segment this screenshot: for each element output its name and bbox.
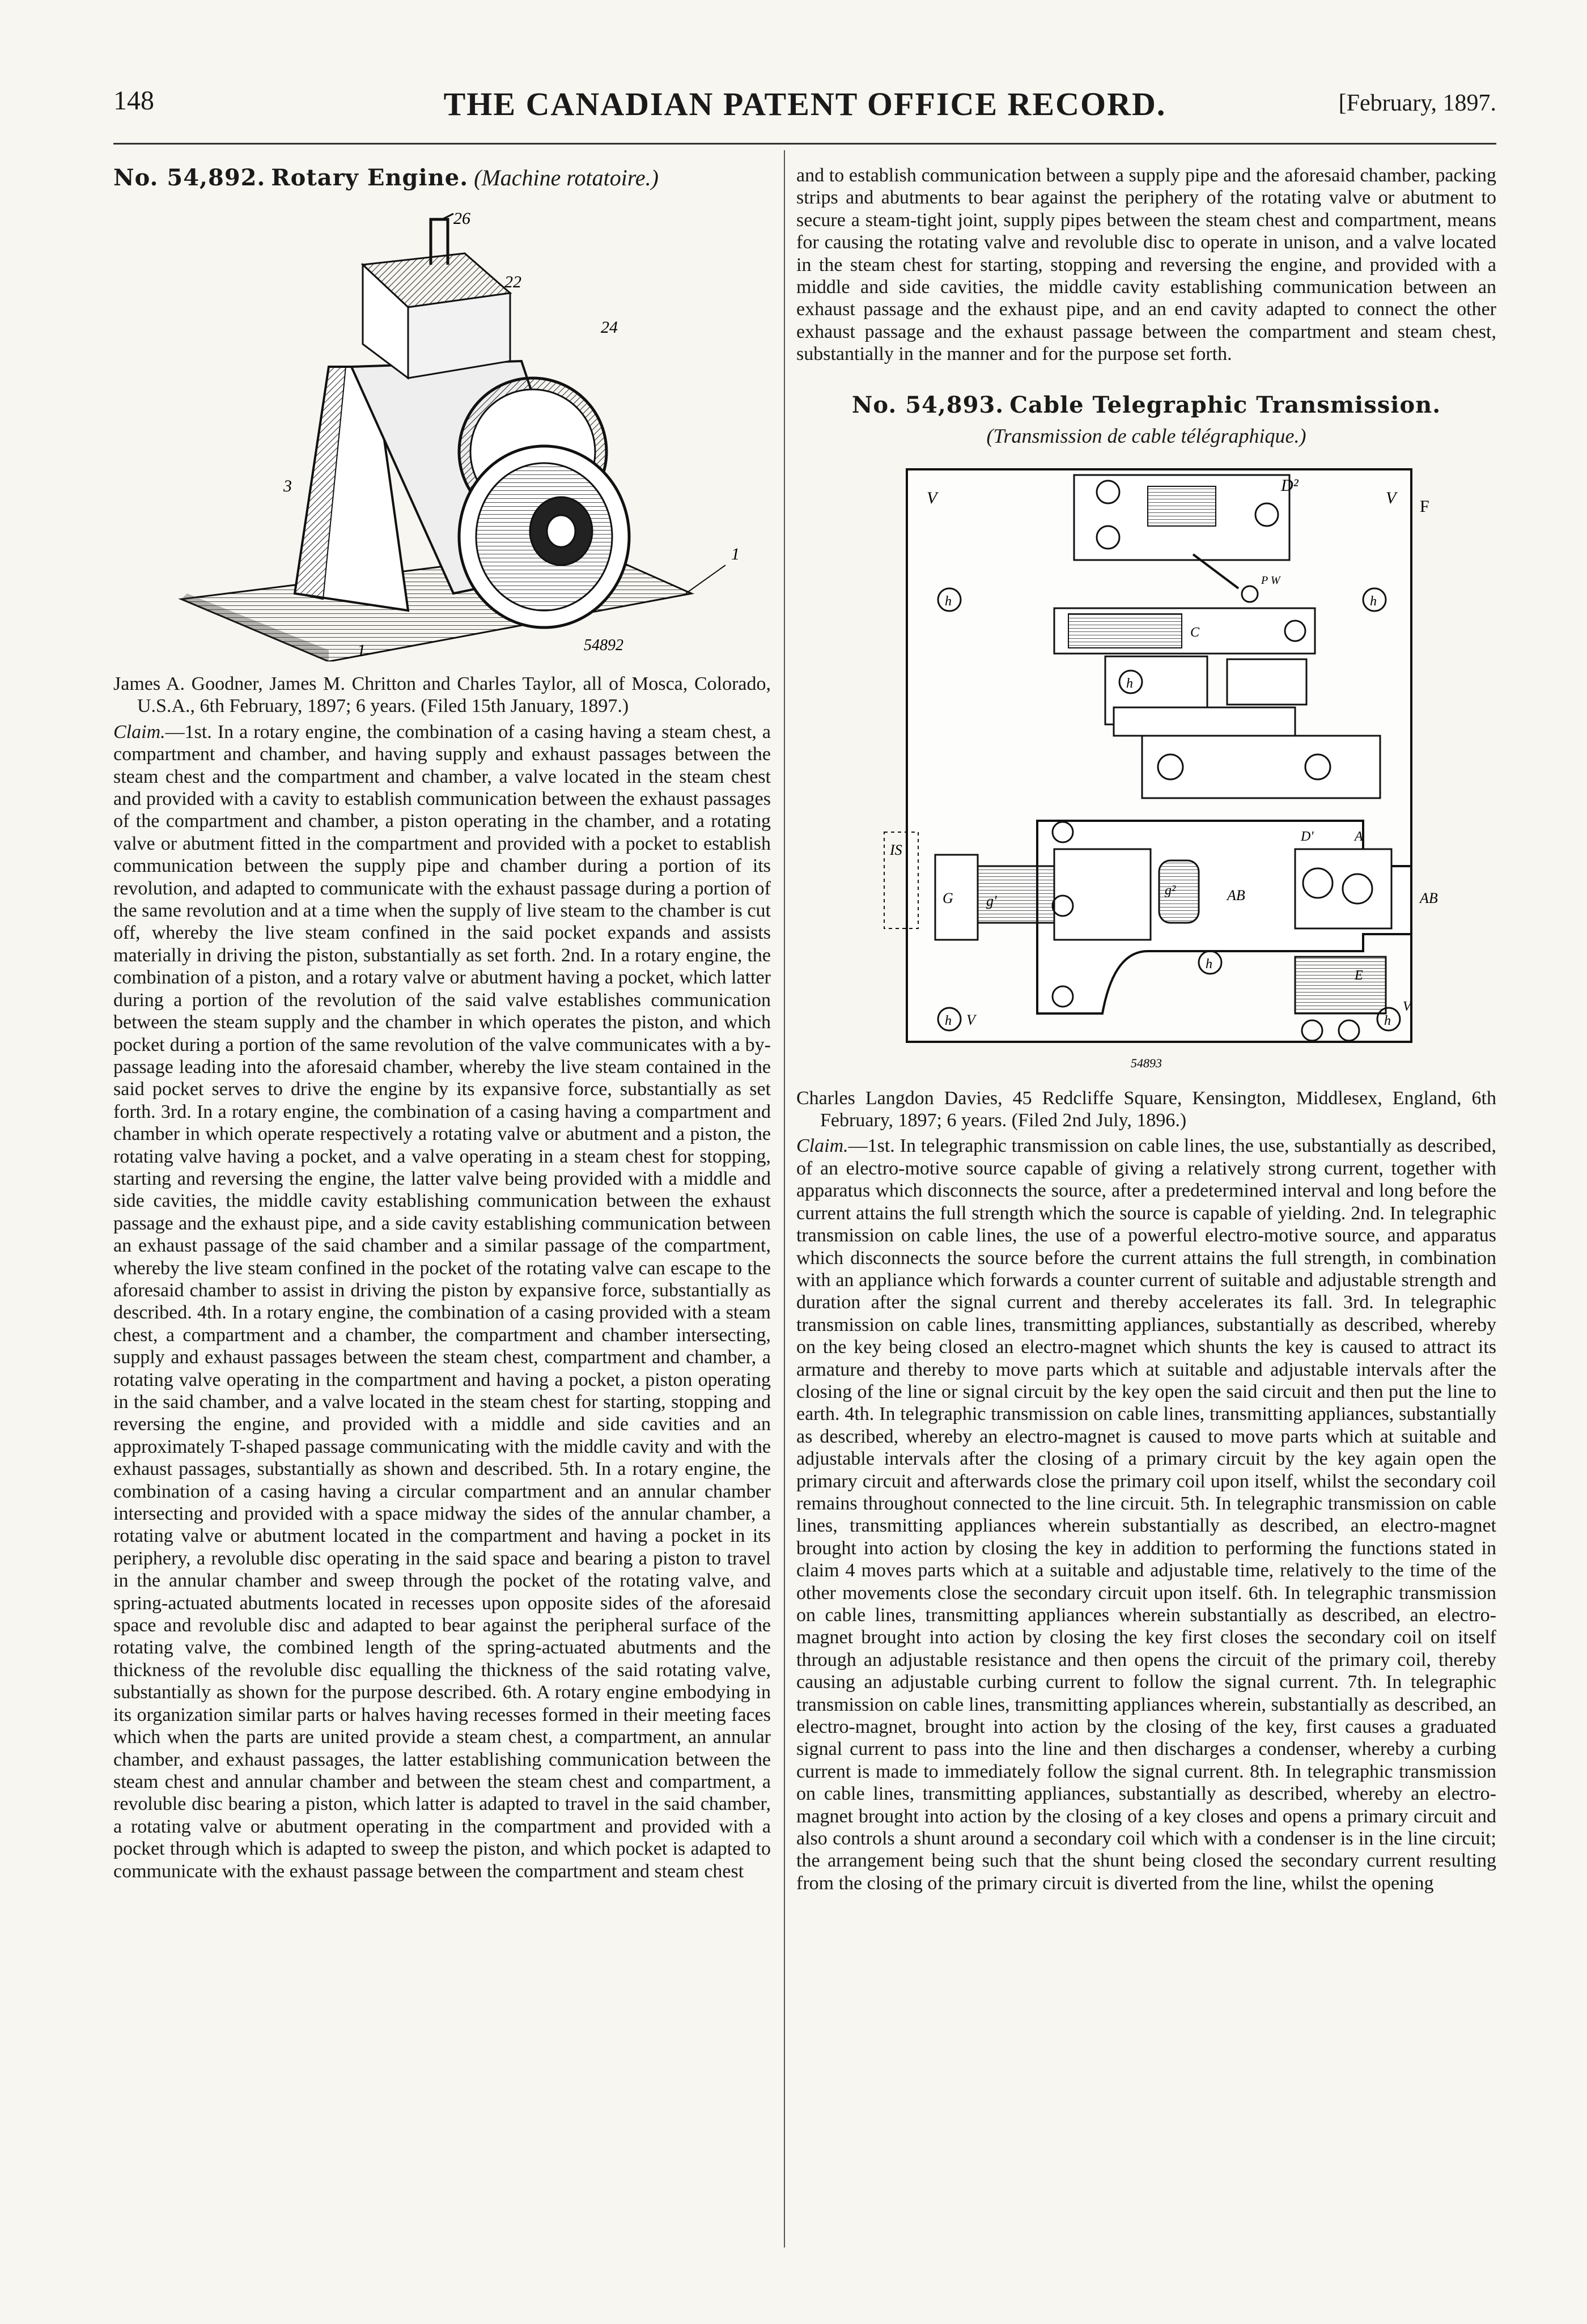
patent-54892-heading: [113, 164, 771, 191]
claim-label: Claim.: [796, 1135, 848, 1157]
fig-label: C: [1190, 625, 1200, 640]
claims-54892: [113, 721, 771, 1882]
claims-54892-continued: and to establish communication between a supply pipe and the aforesaid chamber, packing strips and abutments to bear against the periphery of the rotating valve or abutment to secure a steam-tight joint, supply pipes between the steam chest and compartment, means for causing the rotating valve and revoluble disc to operate in unison, and a valve located in the steam chest for starting, stopping and reversing the engine, and provided with a middle and side cavities, the middle cavity establishing communication between an exhaust passage and the exhaust pipe, and an end cavity adapted to connect the other exhaust passage and the exhaust passage between the compartment and steam chest, substantially in the manner and for the purpose set forth.: [796, 165, 1496, 365]
fig-label: h: [1370, 593, 1377, 609]
fig-label: E: [1355, 968, 1363, 983]
fig-label: D²: [1281, 476, 1299, 495]
rotary-engine-figure: [113, 197, 771, 661]
fig-label: g': [986, 892, 997, 909]
right-column: [796, 164, 1496, 1894]
left-column: [113, 164, 771, 1882]
telegraph-apparatus-figure: [796, 458, 1496, 1076]
patent-title: Cable Telegraphic Transmission.: [1009, 391, 1441, 418]
fig-label: 1: [731, 545, 740, 563]
issue-date: [February, 1897.: [1338, 90, 1496, 116]
fig-label: 1: [357, 641, 366, 660]
claim-text: —1st. In a rotary engine, the combination of a casing having a steam chest, a compartment and chamber, and having supply and exhaust passages between the steam chest and the compartment and chamber, a valve located in the steam chest and provided with a cavity to establish communication between the exhaust passages of the compartment and chamber, a piston operating in the chamber, and a rotating valve or abutment fitted in the compartment and provided with a pocket to establish communication between the supply pipe and chamber during a portion of its revolution, and adapted to communicate with the exhaust passage during a portion of the same revolution and at a time when the supply of live steam to the chamber is cut off, whereby the live steam confined in the said pocket expands and assists materially in driving the piston, substantially as set forth. 2nd. In a rotary engine, the combination of a piston, and a rotary valve or abutment having a pocket, which latter during a portion of the revolution of the said valve establishes communication between the steam supply and the chamber in which operates the piston, and which pocket during a portion of the same revolution of the valve communicates with a by-passage leading into the aforesaid chamber, whereby the live steam contained in the said pocket serves to drive the engine by its expansive force, substantially as set forth. 3rd. In a rotary engine, the combination of a casing having a compartment and chamber in which operate respectively a rotating valve or abutment and a piston, the rotating valve having a pocket, and a valve operating in a steam chest for stopping, starting and reversing the engine, the latter valve being provided with a middle and side cavities, the middle cavity establishing communication between the exhaust passage and the exhaust pipe, and a side cavity establishing communication between an exhaust passage of the said chamber and a similar passage of the compartment, whereby the live steam confined in the pocket of the rotating valve can escape to the aforesaid chamber to assist in driving the piston by expansive force, substantially as described. 4th. In a rotary engine, the combination of a casing provided with a steam chest, a compartment and a chamber, the compartment and chamber intersecting, supply and exhaust passages between the steam chest, compartment and chamber, a rotating valve operating in the compartment and having a pocket, a piston operating in the said chamber, and a valve located in the steam chest for starting, stopping and reversing the engine, and provided with a middle and side cavities and an approximately T-shaped passage communicating with the middle cavity and with the exhaust passages, substantially as shown and described. 5th. In a rotary engine, the combination of a casing having a circular compartment and an annular chamber intersecting and provided with a space midway the sides of the annular chamber, a rotating valve or abutment located in the compartment and having a pocket in its periphery, a revoluble disc operating in the said space and bearing a piston to travel in the annular chamber and sweep through the pocket of the rotating valve, and spring-actuated abutments located in recesses upon opposite sides of the aforesaid space and revoluble disc and adapted to bear against the peripheral surface of the rotating valve, the combined length of the spring-actuated abutments and the thickness of the revoluble disc equalling the thickness of the said rotating valve, substantially as shown for the purpose described. 6th. A rotary engine embodying in its organization similar parts or halves having recesses formed in their meeting faces which when the parts are united provide a steam chest, a compartment, an annular chamber, and exhaust passages, the latter establishing communication between the steam chest and annular chamber and between the steam chest and compartment, a revoluble disc bearing a piston, which latter is adapted to travel in the said chamber, a rotating valve or abutment operating in the compartment and provided with a pocket through which is adapted to sweep the piston, and which pocket is adapted to communicate with the exhaust passage between the compartment and steam chest: [113, 721, 771, 1882]
fig-label: 22: [504, 273, 521, 291]
claims-54893: [796, 1135, 1496, 1894]
claim-text: —1st. In telegraphic transmission on cable lines, the use, substantially as described, of an electro-motive source capable of giving a relatively strong current, together with apparatus which disconnects the source, after a predetermined interval and long before the current attains the full strength which the source is capable of yielding. 2nd. In telegraphic transmission on cable lines, the use of a powerful electro-motive source, and apparatus which disconnects the source before the current attains the full strength, in combination with an appliance which forwards a counter current of suitable and adjustable strength and duration after the signal current and thereby accelerates its fall. 3rd. In telegraphic transmission on cable lines, transmitting appliances, substantially as described, whereby on the key being closed an electro-magnet which shunts the key is caused to attract its armature and thereby to move parts which at suitable and adjustable intervals after the closing of the line or signal circuit by the key open the said circuit and then put the line to earth. 4th. In telegraphic transmission on cable lines, transmitting appliances, substantially as described, whereby an electro-magnet is caused to move parts which at suitable and adjustable intervals after the closing of a primary circuit by the key again open the primary circuit and afterwards close the primary coil upon itself, whilst the secondary coil remains throughout connected to the line circuit. 5th. In telegraphic transmission on cable lines, transmitting appliances wherein substantially as described, an electro-magnet brought into action by closing the key in addition to performing the functions stated in claim 4 moves parts which at a suitable and adjustable time, relatively to the time of the other movements close the secondary circuit upon itself. 6th. In telegraphic transmission on cable lines, transmitting appliances wherein substantially as described, an electro-magnet brought into action by closing the key first closes the secondary coil on itself through an adjustable resistance and then opens the circuit of the primary coil, thereby causing an adjustable curbing current to follow the signal current. 7th. In telegraphic transmission on cable lines, transmitting appliances wherein, substantially as described, an electro-magnet, brought into action by the closing of the key, first causes a graduated signal current to pass into the line and then discharges a condenser, whereby a curbing current is made to immediately follow the signal current. 8th. In telegraphic transmission on cable lines, transmitting appliances, substantially as described, whereby an electro-magnet brought into action by the closing of a key closes and opens a primary circuit and also controls a shunt around a secondary coil which with a condenser is in the line circuit; the arrangement being such that the shunt being closed the secondary current resulting from the closing of the primary circuit is diverted from the line, whilst the opening: [796, 1135, 1496, 1894]
fig-label: G: [943, 889, 953, 906]
fig-label: V: [927, 488, 937, 507]
fig-label: V: [1403, 999, 1411, 1014]
fig-label: 3: [283, 477, 292, 495]
fig-label: h: [945, 593, 952, 609]
fig-label: V: [966, 1011, 975, 1028]
fig-label: 24: [601, 318, 618, 337]
column-divider: [784, 150, 785, 2247]
claim-label: Claim.: [113, 721, 166, 743]
patent-number: No. 54,892.: [113, 164, 266, 191]
fig-label: h: [1384, 1013, 1391, 1028]
page-number: 148: [113, 86, 154, 116]
fig-label: h: [945, 1013, 952, 1028]
fig-label: IS: [890, 841, 902, 858]
fig-label: V: [1386, 488, 1397, 507]
fig-label: 26: [453, 209, 470, 228]
patent-french-title: (Transmission de cable télégraphique.): [986, 424, 1306, 447]
patent-number: No. 54,893.: [851, 391, 1004, 418]
inventors-54893: Charles Langdon Davies, 45 Redcliffe Square, Kensington, Middlesex, England, 6th February, 1897; 6 years. (Filed 2nd July, 1896.): [796, 1087, 1496, 1131]
figure-signature: 54892: [584, 637, 623, 654]
inventors-54892: James A. Goodner, James M. Chritton and Charles Taylor, all of Mosca, Colorado, U.S.A., 6th February, 1897; 6 years. (Filed 15th January, 1897.): [113, 673, 771, 717]
fig-label: D': [1301, 829, 1314, 844]
fig-label: g²: [1165, 883, 1176, 898]
fig-label: F: [1420, 497, 1429, 516]
patent-54893-heading: [796, 392, 1496, 418]
journal-title: THE CANADIAN PATENT OFFICE RECORD.: [443, 86, 1166, 122]
patent-french-title: (Machine rotatoire.): [474, 165, 659, 190]
fig-label: P W: [1261, 574, 1280, 587]
fig-label: A: [1355, 829, 1363, 844]
header-rule: [113, 143, 1496, 145]
fig-label: h: [1206, 956, 1212, 972]
patent-title: Rotary Engine.: [271, 164, 469, 191]
fig-label: AB: [1420, 889, 1438, 906]
fig-label: h: [1126, 676, 1133, 691]
figure-signature: 54893: [1131, 1055, 1162, 1070]
page-header: [113, 85, 1496, 130]
fig-label: AB: [1227, 887, 1245, 904]
